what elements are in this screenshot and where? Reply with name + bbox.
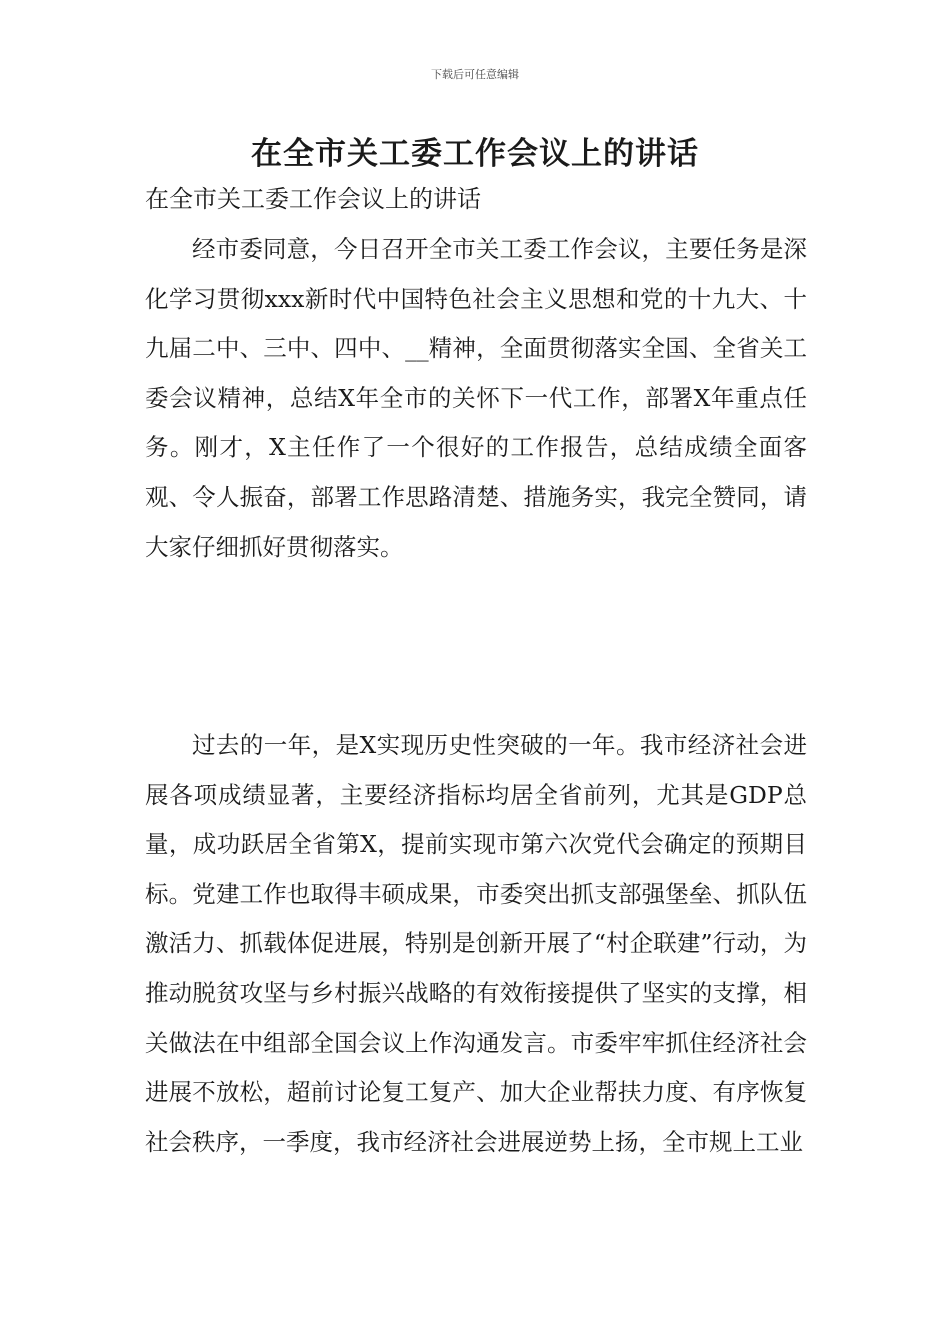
document-subtitle: 在全市关工委工作会议上的讲话: [145, 185, 481, 213]
body-paragraph-1: 经市委同意，今日召开全市关工委工作会议，主要任务是深化学习贯彻xxx新时代中国特色社会主义思想和党的十九大、十九届二中、三中、四中、__精神，全面贯彻落实全国、全省关工委会议精神，总结X年全市的关怀下一代工作，部署X年重点任务。刚才，X主任作了一个很好的工作报告，总结成绩全面客观、令人振奋，部署工作思路清楚、措施务实，我完全赞同，请大家仔细抓好贯彻落实。: [145, 235, 807, 561]
document-title: 在全市关工委工作会议上的讲话: [251, 136, 699, 172]
body-paragraph-2: 过去的一年，是X实现历史性突破的一年。我市经济社会进展各项成绩显著，主要经济指标均居全省前列，尤其是GDP总量，成功跃居全省第X，提前实现市第六次党代会确定的预期目标。党建工作也取得丰硕成果，市委突出抓支部强堡垒、抓队伍激活力、抓载体促进展，特别是创新开展了“村企联建”行动，为推动脱贫攻坚与乡村振兴战略的有效衔接提供了坚实的支撑，相关做法在中组部全国会议上作沟通发言。市委牢牢抓住经济社会进展不放松，超前讨论复工复产、加大企业帮扶力度、有序恢复社会秩序，一季度，我市经济社会进展逆势上扬，全市规上工业: [145, 731, 807, 1156]
page-header-note: 下载后可任意编辑: [431, 68, 519, 81]
